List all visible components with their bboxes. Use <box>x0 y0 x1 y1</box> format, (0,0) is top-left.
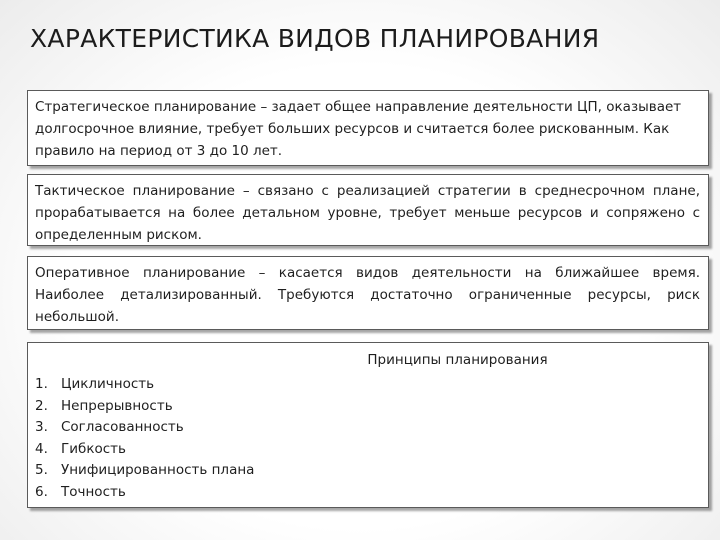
principle-label: Точность <box>61 483 126 500</box>
principle-label: Непрерывность <box>61 397 173 414</box>
planning-principles-box <box>27 342 709 508</box>
slide-title: ХАРАКТЕРИСТИКА ВИДОВ ПЛАНИРОВАНИЯ <box>30 24 600 53</box>
tactical-planning-box: Тактическое планирование – связано с реализацией стратегии в среднесрочном плане, прорабатывается на более детальном уровне, требует меньше ресурсов и сопряжено с определенным риском. <box>27 174 709 246</box>
principle-number: 1. <box>35 376 48 392</box>
principle-label: Цикличность <box>61 376 155 392</box>
principle-number: 4. <box>35 440 48 457</box>
operational-planning-box: Оперативное планирование – касается видов деятельности на ближайшее время. Наиболее детализированный. Требуются достаточно ограниченные ресурсы, риск небольшой. <box>27 256 709 330</box>
principle-label: Согласованность <box>61 419 184 435</box>
principle-item <box>35 460 700 482</box>
principles-heading: Принципы планирования <box>367 352 548 368</box>
principle-label: Унифицированность плана <box>61 462 255 478</box>
strategic-planning-box: Стратегическое планирование – задает общее направление деятельности ЦП, оказывает долгосрочное влияние, требует больших ресурсов и считается более рискованным. Как правило на период от 3 до 10 лет. <box>27 90 709 166</box>
principle-number: 2. <box>35 397 48 414</box>
principle-item <box>35 417 700 439</box>
principle-item <box>35 482 700 504</box>
principle-item <box>35 374 700 396</box>
principle-label: Гибкость <box>61 440 126 457</box>
principle-item <box>35 396 700 418</box>
principle-item <box>35 439 700 461</box>
principles-list <box>35 374 700 503</box>
principle-number: 3. <box>35 419 48 435</box>
principle-number: 6. <box>35 483 48 500</box>
principle-number: 5. <box>35 462 48 478</box>
